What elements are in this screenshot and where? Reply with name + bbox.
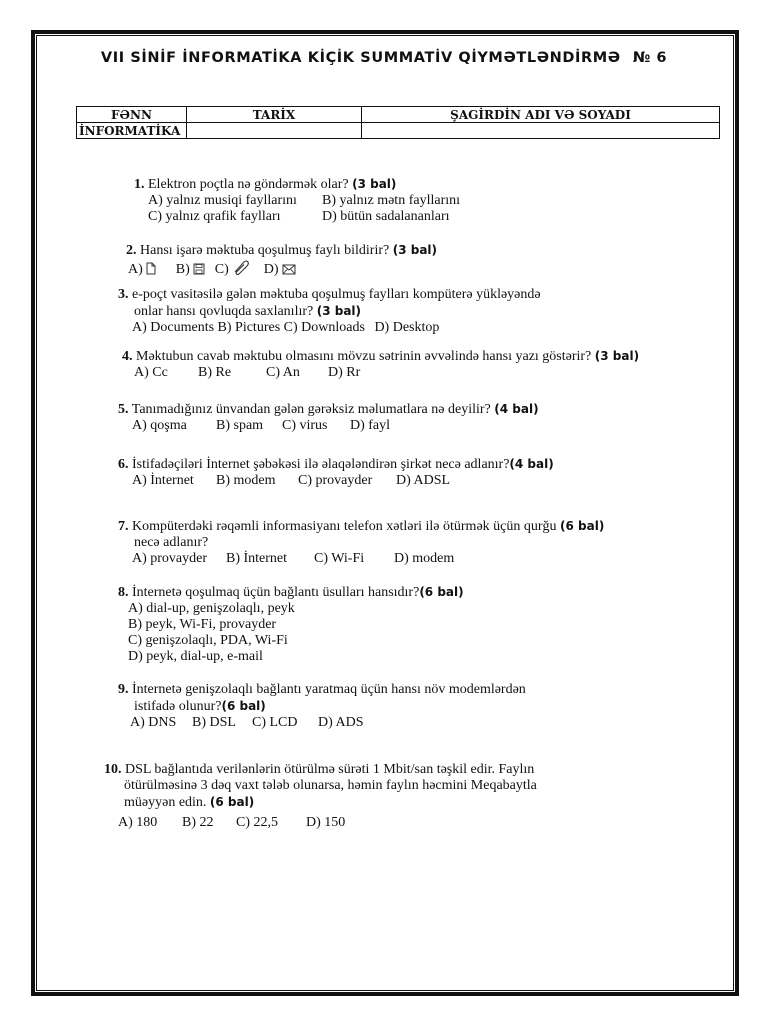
info-table [76, 106, 720, 139]
question-5 [118, 401, 539, 434]
question-text: e-poçt vasitəsilə gələn məktuba qoşulmuş faylları kompüterə yükləyəndə [132, 287, 541, 302]
question-4 [122, 348, 639, 381]
option-c[interactable] [215, 259, 251, 278]
option-label: C) [214, 262, 229, 277]
question-text-line-2: ötürülməsinə 3 dəq vaxt tələb olunarsa, həmin faylın həcmini Meqabaytla [124, 778, 537, 793]
question-3 [118, 287, 541, 336]
option-c[interactable]: C) yalnız qrafik faylları [148, 209, 281, 224]
question-number: 1. [134, 177, 145, 192]
option-a[interactable]: A) 180 [118, 815, 158, 830]
points-label: (6 bal) [221, 699, 266, 713]
info-table-row [77, 123, 720, 139]
question-10 [104, 762, 537, 831]
question-8 [118, 584, 464, 665]
question-text: Tanımadığınız ünvandan gələn gərəksiz məlumatlara nə deyilir? [131, 402, 491, 417]
option-label: A) [128, 262, 143, 277]
question-1 [134, 176, 460, 225]
header-date: TARİX [187, 107, 362, 123]
subject-cell: İNFORMATİKA [77, 123, 187, 139]
question-text-line-3: müəyyən edin. [124, 795, 207, 810]
question-7 [118, 518, 604, 567]
points-label: (3 bal) [352, 177, 397, 191]
question-number: 5. [118, 402, 129, 417]
points-label: (3 bal) [594, 349, 640, 363]
info-table-header-row [77, 107, 720, 123]
points-label: (6 bal) [560, 519, 605, 533]
question-2 [126, 242, 437, 278]
points-label: (6 bal) [419, 585, 464, 599]
question-number: 8. [118, 585, 129, 600]
document-icon [146, 262, 156, 275]
option-c[interactable]: C) 22,5 [236, 815, 278, 830]
floppy-disk-icon [193, 263, 205, 275]
header-student-name: ŞAGİRDİN ADI VƏ SOYADI [362, 107, 720, 123]
question-text: Kompüterdəki rəqəmli informasiyanı telefon xətləri ilə ötürmək üçün qurğu [132, 519, 557, 534]
points-label: (3 bal) [392, 243, 438, 257]
option-a[interactable]: A) qoşma [132, 418, 187, 433]
question-number: 7. [118, 519, 129, 534]
option-d[interactable]: D) Desktop [374, 320, 440, 335]
option-b[interactable]: B) yalnız mətn fayllarını [322, 193, 461, 208]
question-text: Məktubun cavab məktubu olmasını mövzu sətrinin əvvəlində hansı yazı göstərir? [136, 349, 592, 364]
option-d[interactable]: D) modem [394, 551, 455, 566]
option-b[interactable]: B) İnternet [226, 551, 288, 566]
option-a[interactable]: A) yalnız musiqi fayllarını [148, 193, 297, 208]
points-label: (6 bal) [209, 795, 255, 809]
points-label: (4 bal) [509, 457, 554, 471]
option-b[interactable]: B) peyk, Wi-Fi, provayder [128, 617, 277, 632]
question-text: İnternetə genişzolaqlı bağlantı yaratmaq üçün hansı növ modemlərdən [132, 682, 526, 697]
question-text-line-2: onlar hansı qovluqda saxlanılır? [134, 304, 314, 319]
option-b[interactable]: B) spam [216, 418, 264, 433]
option-c[interactable]: C) provayder [298, 473, 373, 488]
option-a[interactable]: A) dial-up, genişzolaqlı, peyk [128, 601, 295, 616]
option-label: D) [263, 262, 279, 277]
title-text: VII SİNİF İNFORMATİKA KİÇİK SUMMATİV QİYMƏTLƏNDİRMƏ [100, 50, 621, 66]
option-d[interactable]: D) Rr [328, 365, 361, 380]
option-b[interactable]: B) Pictures [217, 320, 281, 335]
question-text: Elektron poçtla nə göndərmək olar? [148, 177, 349, 192]
option-a[interactable] [128, 262, 156, 278]
option-c[interactable]: C) genişzolaqlı, PDA, Wi-Fi [128, 633, 288, 648]
question-6 [118, 456, 554, 489]
question-number: 6. [118, 457, 129, 472]
option-c[interactable]: C) LCD [252, 715, 298, 730]
question-number: 9. [118, 682, 129, 697]
option-b[interactable]: B) 22 [182, 815, 214, 830]
option-a[interactable]: A) provayder [132, 551, 208, 566]
option-a[interactable]: A) Cc [134, 365, 168, 380]
page-border [31, 30, 739, 996]
question-number: 3. [118, 287, 129, 302]
question-text: İnternetə qoşulmaq üçün bağlantı üsulları hansıdır? [132, 585, 420, 600]
question-number: 4. [122, 349, 133, 364]
date-cell[interactable] [187, 123, 362, 139]
header-subject: FƏNN [77, 107, 187, 123]
paperclip-icon [232, 259, 250, 275]
option-a[interactable]: A) DNS [130, 715, 177, 730]
question-text-line-2: istifadə olunur? [134, 699, 222, 714]
question-number: 2. [126, 243, 137, 258]
option-d[interactable]: D) ADS [318, 715, 364, 730]
option-c[interactable]: C) An [266, 365, 300, 380]
option-c[interactable]: C) virus [282, 418, 328, 433]
option-d[interactable]: D) bütün sadalananları [322, 209, 450, 224]
question-text: DSL bağlantıda verilənlərin ötürülmə sürəti 1 Mbit/san təşkil edir. Faylın [125, 762, 535, 777]
option-b[interactable] [176, 262, 206, 278]
title-number: № 6 [632, 50, 668, 66]
points-label: (3 bal) [316, 304, 362, 318]
option-d[interactable]: D) ADSL [396, 473, 451, 488]
option-d[interactable]: D) 150 [306, 815, 346, 830]
option-b[interactable]: B) Re [198, 365, 232, 380]
option-a[interactable]: A) Documents [132, 320, 215, 335]
question-9 [118, 682, 526, 731]
option-label: B) [175, 262, 190, 277]
option-d[interactable]: D) peyk, dial-up, e-mail [128, 649, 263, 664]
question-text-line-2: necə adlanır? [134, 535, 209, 550]
question-number: 10. [104, 762, 122, 777]
option-c[interactable]: C) Wi-Fi [314, 551, 365, 566]
option-a[interactable]: A) İnternet [132, 473, 194, 488]
student-name-cell[interactable] [362, 123, 720, 139]
option-d[interactable] [264, 262, 296, 278]
envelope-icon [282, 264, 296, 275]
option-c[interactable]: C) Downloads [283, 320, 365, 335]
option-b[interactable]: B) DSL [192, 715, 236, 730]
question-text: İstifadəçiləri İnternet şəbəkəsi ilə əlaqələndirən şirkət necə adlanır? [132, 457, 510, 472]
option-b[interactable]: B) modem [216, 473, 276, 488]
question-text: Hansı işarə məktuba qoşulmuş faylı bildirir? [140, 243, 390, 258]
option-d[interactable]: D) fayl [350, 418, 391, 433]
page-title [0, 50, 768, 66]
points-label: (4 bal) [494, 402, 539, 416]
